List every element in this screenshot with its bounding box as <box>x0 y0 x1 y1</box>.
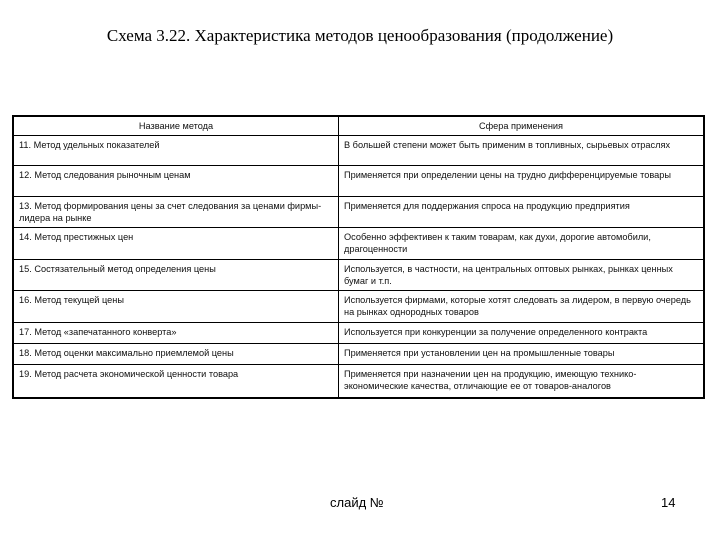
table-row <box>13 344 704 365</box>
table-row <box>13 197 704 228</box>
method-cell: 17. Метод «запечатанного конверта» <box>13 323 339 344</box>
table-row <box>13 291 704 323</box>
method-cell: 13. Метод формирования цены за счет следования за ценами фирмы-лидера на рынке <box>13 197 339 228</box>
table-row <box>13 136 704 166</box>
table-row <box>13 228 704 260</box>
scope-cell: В большей степени может быть применим в топливных, сырьевых отраслях <box>339 136 705 166</box>
table-row <box>13 166 704 197</box>
scope-cell: Используется при конкуренции за получение определенного контракта <box>339 323 705 344</box>
scope-cell: Используется, в частности, на центральных оптовых рынках, рынках ценных бумаг и т.п. <box>339 260 705 291</box>
slide-number: 14 <box>661 495 676 510</box>
scope-cell: Применяется при назначении цен на продукцию, имеющую технико-экономические качества, отличающие ее от товаров-аналогов <box>339 365 705 398</box>
method-cell: 15. Состязательный метод определения цены <box>13 260 339 291</box>
slide-number-label: слайд № <box>330 495 384 510</box>
table-header-row <box>13 116 704 136</box>
scope-cell: Особенно эффективен к таким товарам, как духи, дорогие автомобили, драгоценности <box>339 228 705 260</box>
methods-table <box>12 115 705 399</box>
scope-cell: Используется фирмами, которые хотят следовать за лидером, в первую очередь на рынках однородных товаров <box>339 291 705 323</box>
slide-title: Схема 3.22. Характеристика методов ценообразования (продолжение) <box>106 26 614 45</box>
table-row <box>13 365 704 398</box>
table-row <box>13 323 704 344</box>
table-row <box>13 260 704 291</box>
method-cell: 16. Метод текущей цены <box>13 291 339 323</box>
method-cell: 12. Метод следования рыночным ценам <box>13 166 339 197</box>
header-scope: Сфера применения <box>339 116 705 136</box>
scope-cell: Применяется для поддержания спроса на продукцию предприятия <box>339 197 705 228</box>
method-cell: 19. Метод расчета экономической ценности товара <box>13 365 339 398</box>
scope-cell: Применяется при установлении цен на промышленные товары <box>339 344 705 365</box>
method-cell: 11. Метод удельных показателей <box>13 136 339 166</box>
method-cell: 14. Метод престижных цен <box>13 228 339 260</box>
header-method: Название метода <box>13 116 339 136</box>
method-cell: 18. Метод оценки максимально приемлемой цены <box>13 344 339 365</box>
scope-cell: Применяется при определении цены на трудно дифференцируемые товары <box>339 166 705 197</box>
